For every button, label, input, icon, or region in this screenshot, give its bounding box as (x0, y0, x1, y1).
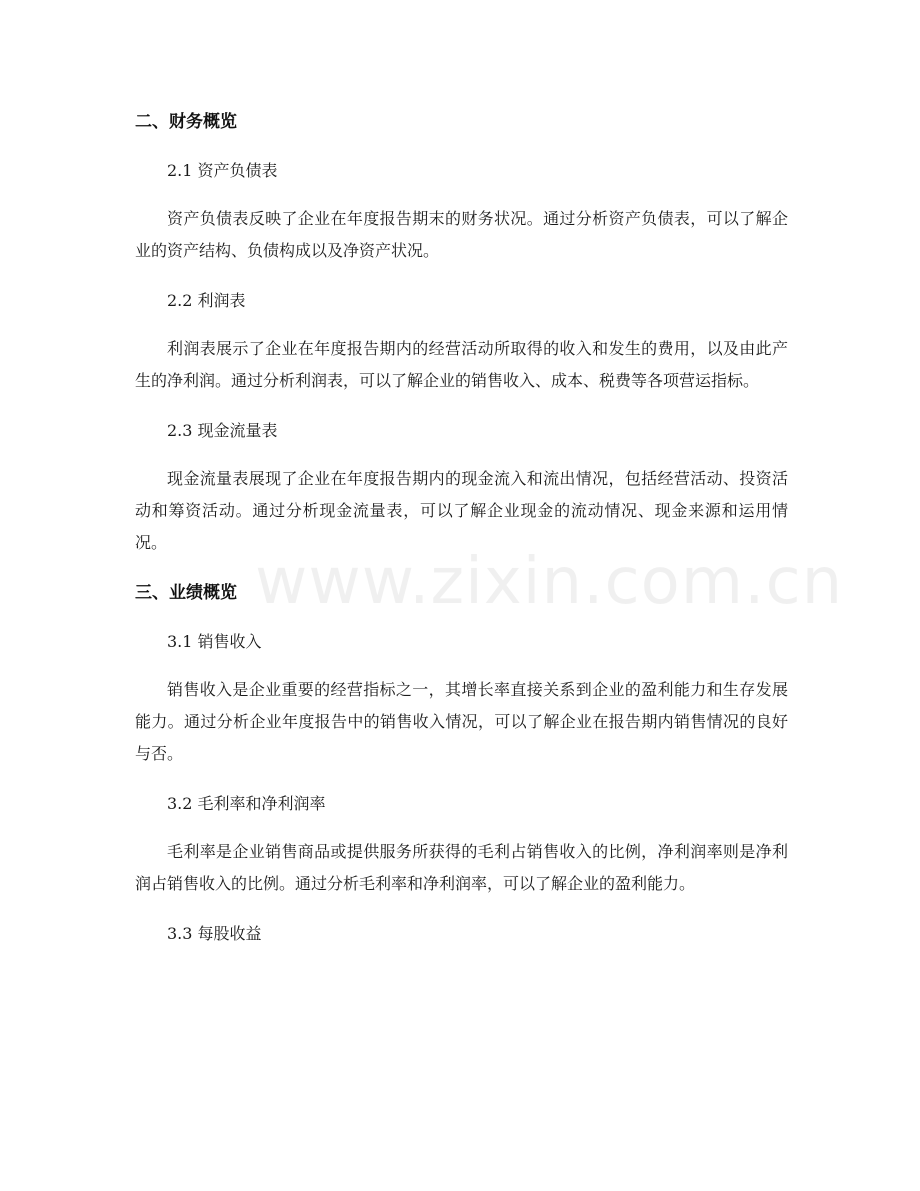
subsection-title-income-statement: 2.2 利润表 (167, 291, 246, 310)
subsection-title-margins: 3.2 毛利率和净利润率 (167, 794, 326, 813)
paragraph-income-statement: 利润表展示了企业在年度报告期内的经营活动所取得的收入和发生的费用，以及由此产生的净利润。通过分析利润表，可以了解企业的销售收入、成本、税费等各项营运指标。 (135, 339, 788, 390)
paragraph-margins: 毛利率是企业销售商品或提供服务所获得的毛利占销售收入的比例，净利润率则是净利润占销售收入的比例。通过分析毛利率和净利润率，可以了解企业的盈利能力。 (135, 842, 788, 893)
watermark: www.zixin.com.cn (255, 545, 844, 619)
paragraph-balance-sheet: 资产负债表反映了企业在年度报告期末的财务状况。通过分析资产负债表，可以了解企业的资产结构、负债构成以及净资产状况。 (135, 209, 788, 260)
section-heading-performance: 三、业绩概览 (135, 583, 237, 603)
subsection-title-cash-flow: 2.3 现金流量表 (167, 421, 278, 440)
subsection-title-eps: 3.3 每股收益 (167, 924, 262, 943)
subsection-title-balance-sheet: 2.1 资产负债表 (167, 161, 278, 180)
subsection-title-sales-revenue: 3.1 销售收入 (167, 632, 262, 651)
section-heading-finance: 二、财务概览 (135, 112, 237, 132)
paragraph-sales-revenue: 销售收入是企业重要的经营指标之一，其增长率直接关系到企业的盈利能力和生存发展能力。通过分析企业年度报告中的销售收入情况，可以了解企业在报告期内销售情况的良好与否。 (135, 680, 788, 763)
paragraph-cash-flow: 现金流量表展现了企业在年度报告期内的现金流入和流出情况，包括经营活动、投资活动和筹资活动。通过分析现金流量表，可以了解企业现金的流动情况、现金来源和运用情况。 (135, 469, 788, 552)
